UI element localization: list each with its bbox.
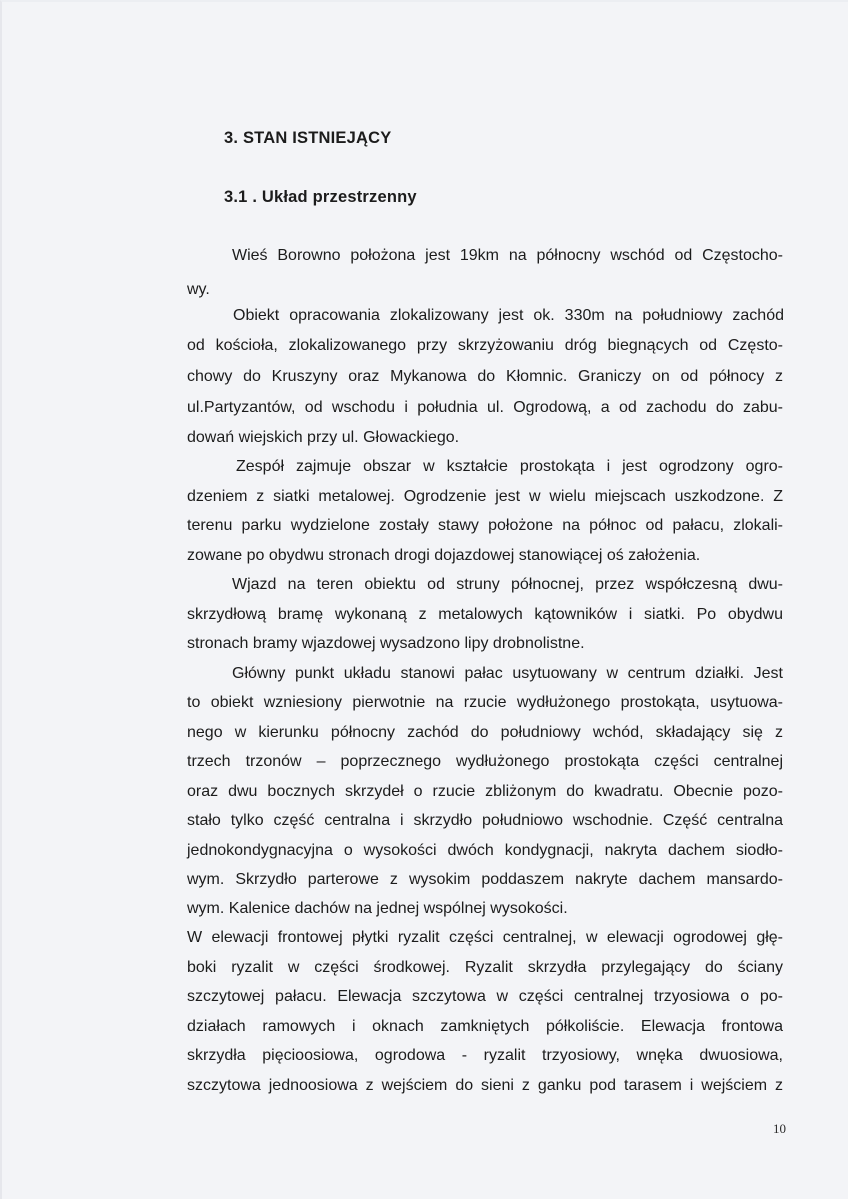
section-heading: 3. STAN ISTNIEJĄCY	[224, 129, 392, 147]
page-number: 10	[773, 1121, 786, 1136]
text-line: skrzydłową bramę wykonaną z metalowych kątowników i siatki. Po obydwu	[187, 606, 783, 623]
text-line: jednokondygnacyjna o wysokości dwóch kondygnacji, nakryta dachem siodło-	[187, 842, 783, 859]
text-line: dzeniem z siatki metalowej. Ogrodzenie jest w wielu miejscach uszkodzone. Z	[187, 488, 783, 505]
text-line: W elewacji frontowej płytki ryzalit części centralnej, w elewacji ogrodowej głę-	[187, 929, 783, 946]
text-line: zowane po obydwu stronach drogi dojazdowej stanowiącej oś założenia.	[187, 547, 701, 564]
text-line: oraz dwu bocznych skrzydeł o rzucie zbliżonym do kwadratu. Obecnie pozo-	[187, 783, 783, 800]
text-line: szczytowej pałacu. Elewacja szczytowa w części centralnej trzyosiowa o po-	[187, 988, 783, 1005]
text-line: wy.	[187, 281, 210, 298]
subsection-heading: 3.1 . Układ przestrzenny	[224, 188, 417, 206]
text-line: boki ryzalit w części środkowej. Ryzalit skrzydła przylegający do ściany	[187, 959, 783, 976]
text-line: Wieś Borowno położona jest 19km na północny wschód od Częstocho-	[232, 247, 783, 264]
text-line: ul.Partyzantów, od wschodu i południa ul. Ogrodową, a od zachodu do zabu-	[187, 399, 783, 416]
text-line: szczytowa jednoosiowa z wejściem do sieni z ganku pod tarasem i wejściem z	[187, 1077, 783, 1094]
text-line: nego w kierunku północny zachód do południowy wchód, składający się z	[187, 724, 783, 741]
text-line: stało tylko część centralna i skrzydło południowo wschodnie. Część centralna	[187, 812, 783, 829]
text-line: terenu parku wydzielone zostały stawy położone na północ od pałacu, zlokali-	[187, 517, 783, 534]
text-line: chowy do Kruszyny oraz Mykanowa do Kłomnic. Graniczy on od północy z	[187, 368, 783, 385]
text-line: Główny punkt układu stanowi pałac usytuowany w centrum działki. Jest	[232, 665, 783, 682]
text-line: wym. Skrzydło parterowe z wysokim poddaszem nakryte dachem mansardo-	[187, 871, 783, 888]
text-line: to obiekt wzniesiony pierwotnie na rzucie wydłużonego prostokąta, usytuowa-	[187, 694, 783, 711]
text-line: Zespół zajmuje obszar w kształcie prostokąta i jest ogrodzony ogro-	[236, 458, 783, 475]
text-line: stronach bramy wjazdowej wysadzono lipy drobnolistne.	[187, 635, 585, 652]
text-line: od kościoła, zlokalizowanego przy skrzyżowaniu dróg biegnących od Często-	[187, 337, 783, 354]
text-line: działach ramowych i oknach zamkniętych półkoliście. Elewacja frontowa	[187, 1018, 783, 1035]
text-line: Wjazd na teren obiektu od struny północnej, przez współczesną dwu-	[232, 576, 783, 593]
text-line: skrzydła pięcioosiowa, ogrodowa - ryzalit trzyosiowy, wnęka dwuosiowa,	[187, 1047, 783, 1064]
text-line: Obiekt opracowania zlokalizowany jest ok. 330m na południowy zachód	[233, 307, 784, 324]
text-line: trzech trzonów – poprzecznego wydłużonego prostokąta części centralnej	[187, 753, 783, 770]
text-line: dowań wiejskich przy ul. Głowackiego.	[187, 429, 460, 446]
text-line: wym. Kalenice dachów na jednej wspólnej wysokości.	[187, 900, 568, 917]
